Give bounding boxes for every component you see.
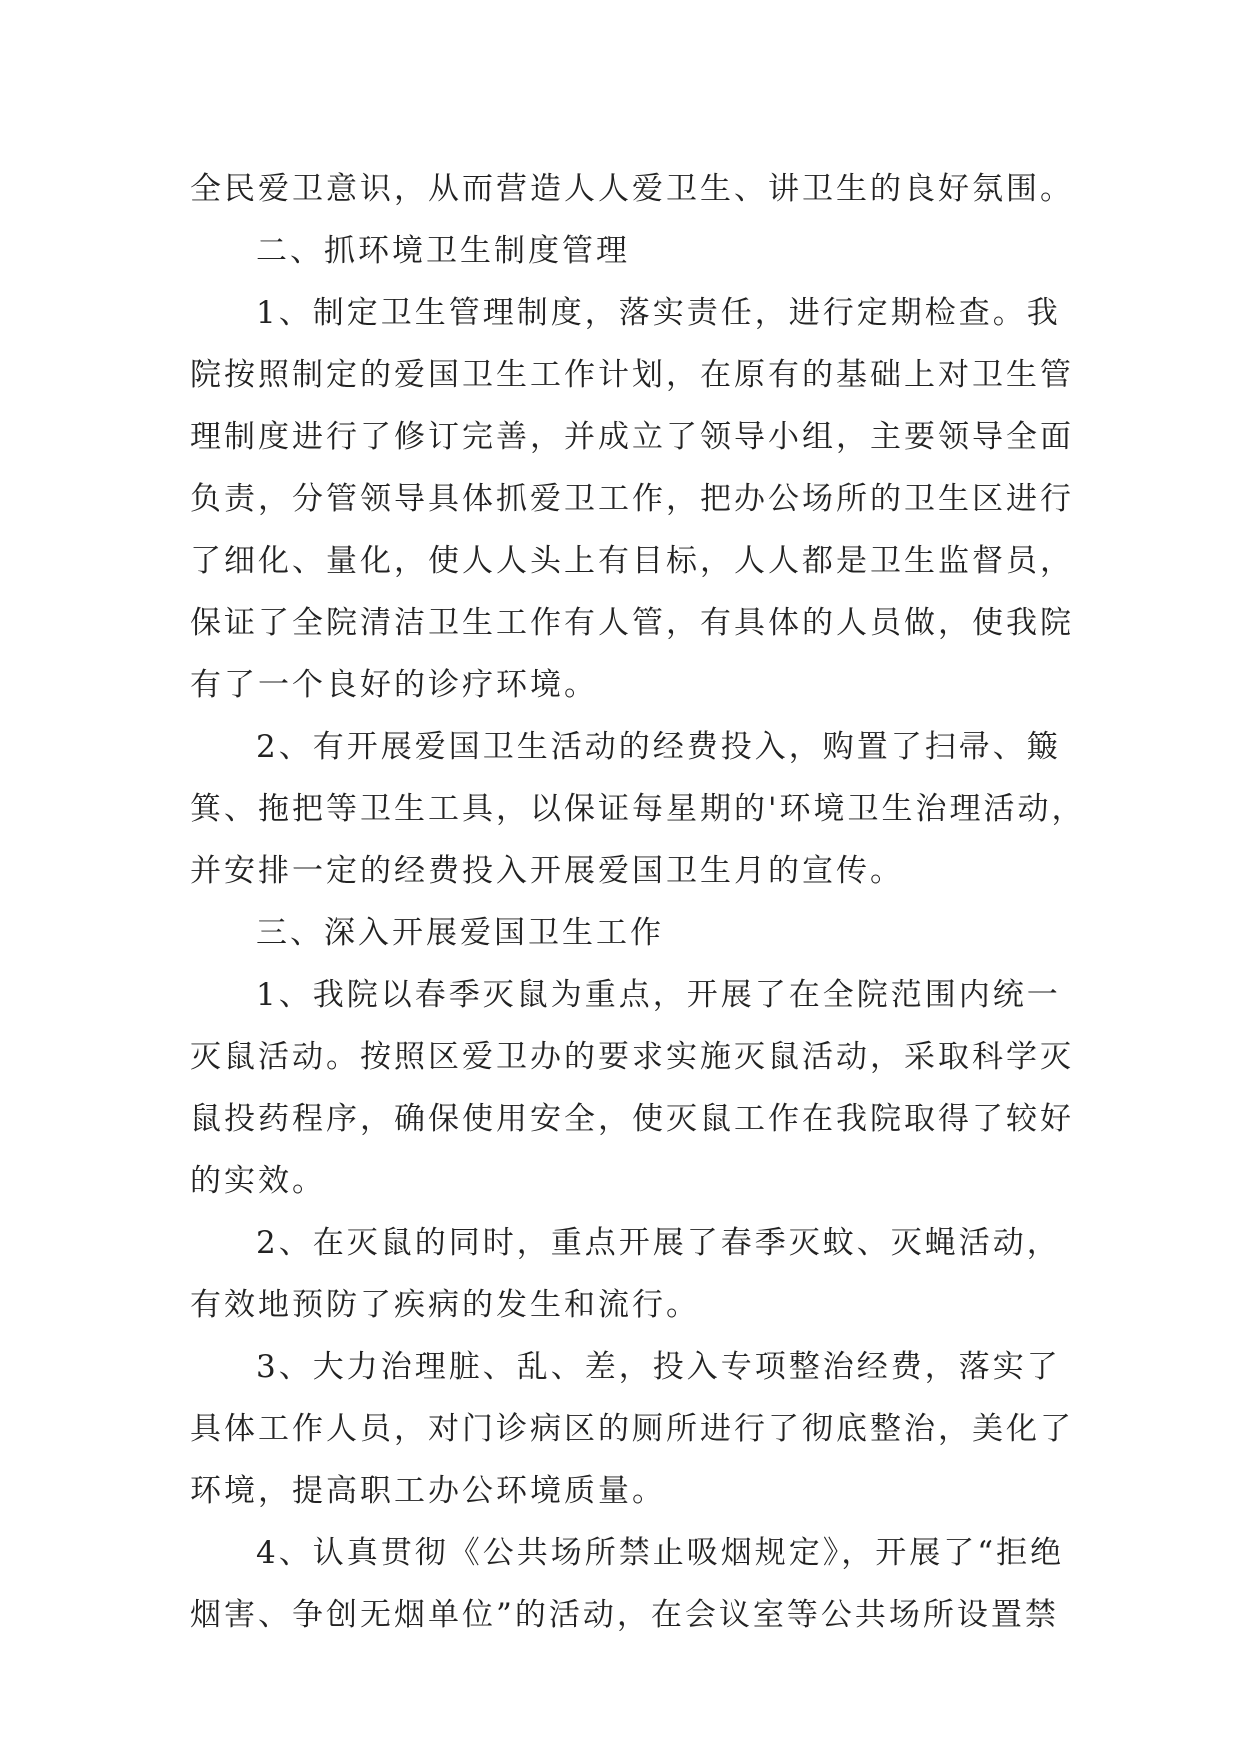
- document-body: [190, 158, 1086, 1646]
- text-line: 二、抓环境卫生制度管理: [256, 233, 630, 269]
- text-line: 理制度进行了修订完善，并成立了领导小组，主要领导全面: [190, 419, 1074, 455]
- text-line: 了细化、量化，使人人头上有目标，人人都是卫生监督员，: [190, 543, 1074, 579]
- text-line: 4、认真贯彻《公共场所禁止吸烟规定》，开展了“拒绝: [256, 1535, 1065, 1571]
- text-line: 的实效。: [190, 1163, 326, 1199]
- text-line: 1、制定卫生管理制度，落实责任，进行定期检查。我: [256, 295, 1061, 331]
- text-line: 箕、拖把等卫生工具，以保证每星期的'环境卫生治理活动，: [190, 791, 1086, 827]
- text-line: 院按照制定的爱国卫生工作计划，在原有的基础上对卫生管: [190, 357, 1074, 393]
- text-line: 有效地预防了疾病的发生和流行。: [190, 1287, 700, 1323]
- text-line: 具体工作人员，对门诊病区的厕所进行了彻底整治，美化了: [190, 1411, 1074, 1447]
- text-line: 2、在灭鼠的同时，重点开展了春季灭蚊、灭蝇活动，: [256, 1225, 1061, 1261]
- text-line: 3、大力治理脏、乱、差，投入专项整治经费，落实了: [256, 1349, 1061, 1385]
- text-line: 全民爱卫意识，从而营造人人爱卫生、讲卫生的良好氛围。: [190, 171, 1074, 207]
- text-line: 烟害、争创无烟单位”的活动，在会议室等公共场所设置禁: [190, 1597, 1059, 1633]
- text-line: 三、深入开展爱国卫生工作: [256, 915, 664, 951]
- text-line: 鼠投药程序，确保使用安全，使灭鼠工作在我院取得了较好: [190, 1101, 1074, 1137]
- text-line: 有了一个良好的诊疗环境。: [190, 667, 598, 703]
- text-line: 保证了全院清洁卫生工作有人管，有具体的人员做，使我院: [190, 605, 1074, 641]
- text-line: 负责，分管领导具体抓爱卫工作，把办公场所的卫生区进行: [190, 481, 1074, 517]
- text-line: 并安排一定的经费投入开展爱国卫生月的宣传。: [190, 853, 904, 889]
- text-line: 灭鼠活动。按照区爱卫办的要求实施灭鼠活动，采取科学灭: [190, 1039, 1074, 1075]
- text-line: 环境，提高职工办公环境质量。: [190, 1473, 666, 1509]
- text-line: 1、我院以春季灭鼠为重点，开展了在全院范围内统一: [256, 977, 1061, 1013]
- text-line: 2、有开展爱国卫生活动的经费投入，购置了扫帚、簸: [256, 729, 1061, 765]
